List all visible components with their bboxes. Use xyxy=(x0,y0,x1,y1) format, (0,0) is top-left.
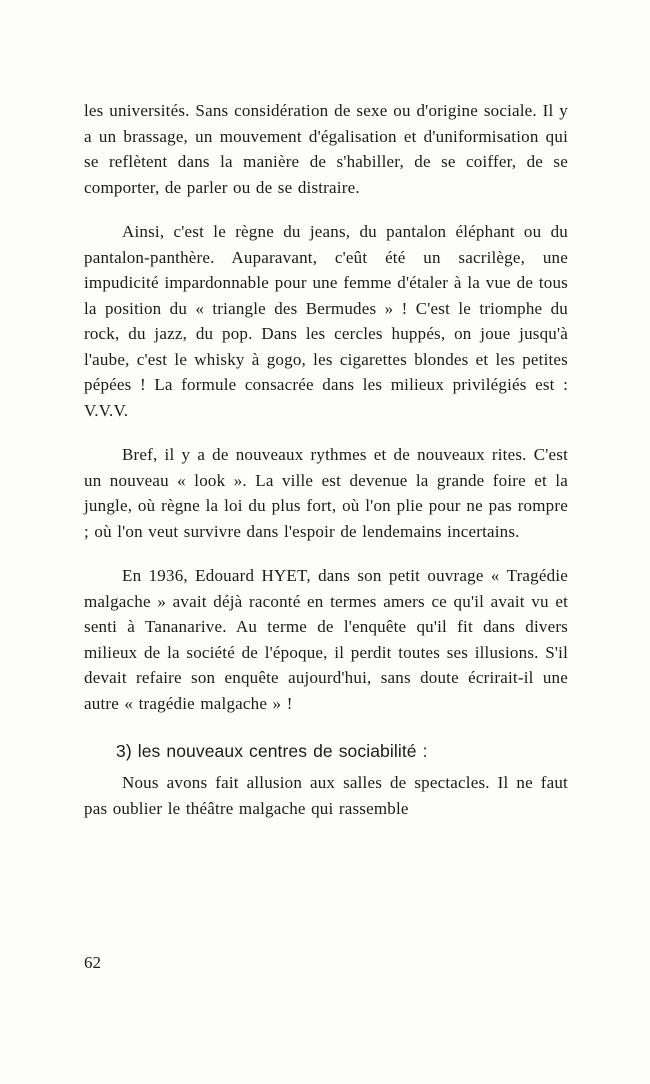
page-number: 62 xyxy=(84,953,101,972)
section-heading-nouveaux-centres: 3) les nouveaux centres de sociabilité : xyxy=(116,741,428,761)
text-block xyxy=(84,98,568,840)
paragraph-en-1936-edouard-hyet: En 1936, Edouard HYET, dans son petit ouvrage « Tragédie malgache » avait déjà raconté en termes amers ce qu'il avait vu et senti à Tananarive. Au terme de l'enquête qu'il fit dans divers milieux de la société de l'époque, il perdit toutes ses illusions. S'il devait refaire son enquête aujourd'hui, sans doute écrirait-il une autre « tragédie malgache » ! xyxy=(84,566,568,713)
paragraph-nous-avons-fait-allusion: Nous avons fait allusion aux salles de spectacles. Il ne faut pas oublier le théâtre malgache qui rassemble xyxy=(84,773,568,818)
paragraph-bref-nouveaux-rythmes: Bref, il y a de nouveaux rythmes et de nouveaux rites. C'est un nouveau « look ». La ville est devenue la grande foire et la jungle, où règne la loi du plus fort, où l'on plie pour ne pas rompre ; où l'on veut survivre dans l'espoir de lendemains incertains. xyxy=(84,445,568,541)
paragraph-universites: les universités. Sans considération de sexe ou d'origine sociale. Il y a un brassage, un mouvement d'égalisation et d'uniformisation qui se reflètent dans la manière de s'habiller, de se coiffer, de se comporter, de parler ou de se distraire. xyxy=(84,101,568,197)
paragraph-ainsi-regne-du-jeans: Ainsi, c'est le règne du jeans, du pantalon éléphant ou du pantalon-panthère. Auparavant, c'eût été un sacrilège, une impudicité impardonnable pour une femme d'étaler à la vue de tous la position du « triangle des Bermudes » ! C'est le triomphe du rock, du jazz, du pop. Dans les cercles huppés, on joue jusqu'à l'aube, c'est le whisky à gogo, les cigarettes blondes et les petites pépées ! La formule consacrée dans les milieux privilégiés est : V.V.V. xyxy=(84,222,568,420)
